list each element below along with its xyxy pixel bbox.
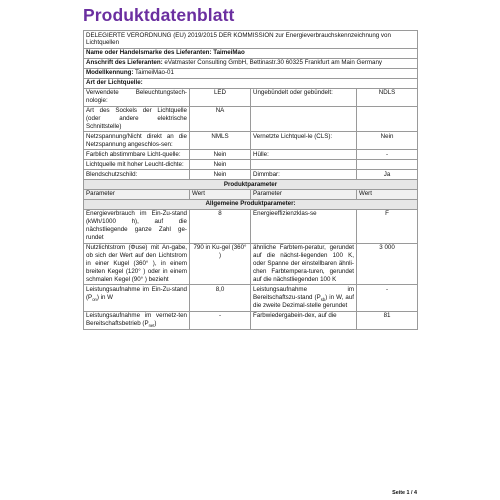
value-header: Wert	[190, 189, 251, 199]
table-row	[84, 132, 418, 150]
type-label: Art des Sockels der Lichtquelle (oder andere elektrische Schnittstelle)	[84, 106, 190, 132]
param-label-text: Leistungsaufnahme im Bereitschaftszu-stand (P	[253, 285, 354, 301]
type-value	[357, 106, 418, 132]
table-row	[84, 243, 418, 285]
param-value: 790 in Ku-gel (360° )	[190, 243, 251, 285]
param-value: 8	[190, 209, 251, 243]
param-label	[84, 311, 190, 330]
param-label-subscript: net	[148, 323, 155, 329]
type-label: Ungebündelt oder gebündelt:	[251, 88, 357, 106]
address-cell	[84, 58, 418, 68]
param-label: Farbwiedergabein-dex, auf die	[251, 311, 357, 330]
param-header-row	[84, 189, 418, 199]
regulation-text: DELEGIERTE VERORDNUNG (EU) 2019/2015 DER KOMMISSION zur Energieverbrauchskennzeichnung von Lichtquellen	[84, 31, 418, 49]
table-row	[84, 285, 418, 311]
type-value: -	[357, 150, 418, 160]
type-value: NDLS	[357, 88, 418, 106]
trademark-label: Name oder Handelsmarke des Lieferanten:	[86, 49, 212, 57]
type-label: Farblich abstimmbare Licht-quelle:	[84, 150, 190, 160]
param-label-text: Leistungsaufnahme im Ein-Zu-stand (P	[86, 285, 187, 301]
param-value: 3 000	[357, 243, 418, 285]
trademark-cell	[84, 48, 418, 58]
type-value: Nein	[190, 150, 251, 160]
type-value: NMLS	[190, 132, 251, 150]
datasheet-table	[83, 30, 418, 330]
model-value: TaimeiMao-01	[135, 69, 174, 77]
light-source-type-row	[84, 78, 418, 88]
table-row	[84, 106, 418, 132]
param-label: Nutzlichtstrom (Φuse) mit An-gabe, ob sich der Wert auf den Lichtstrom in einer Kugel (360° ), in einem breiten Kegel (120° ) oder in einem schmalen Kegel (90° ) bezieht	[84, 243, 190, 285]
type-label: Vernetzte Lichtquel-le (CLS):	[251, 132, 357, 150]
type-value: Nein	[357, 132, 418, 150]
type-label: Verwendete Beleuchtungstech-nologie:	[84, 88, 190, 106]
param-value: 81	[357, 311, 418, 330]
type-label	[251, 160, 357, 170]
table-row	[84, 88, 418, 106]
model-cell	[84, 68, 418, 78]
trademark-row	[84, 48, 418, 58]
address-label: Anschrift des Lieferanten:	[86, 59, 163, 67]
param-label	[251, 285, 357, 311]
type-label	[251, 106, 357, 132]
type-label: Hülle:	[251, 150, 357, 160]
type-label: Lichtquelle mit hoher Leucht-dichte:	[84, 160, 190, 170]
type-value: Nein	[190, 170, 251, 180]
address-row	[84, 58, 418, 68]
param-value: -	[190, 311, 251, 330]
param-label-subscript: sb	[320, 296, 326, 302]
table-row	[84, 311, 418, 330]
product-params-title: Produktparameter	[84, 180, 418, 190]
table-row	[84, 209, 418, 243]
param-label-text: )	[154, 320, 157, 328]
page-number: Seite 1 / 4	[392, 490, 417, 497]
type-label: Blendschutzschild:	[84, 170, 190, 180]
type-value: Nein	[190, 160, 251, 170]
param-label: ähnliche Farbtem-peratur, gerundet auf die nächst-liegenden 100 K, oder Spanne der einstellbaren ähnli-chen Farbtempera-turen, gerundet auf die nächstliegenden 100 K	[251, 243, 357, 285]
regulation-row	[84, 31, 418, 49]
param-value: 8,0	[190, 285, 251, 311]
param-label-text: Leistungsaufnahme im vernetz-ten Bereitschaftsbetrieb (P	[86, 312, 187, 328]
type-value: LED	[190, 88, 251, 106]
param-label: Energieverbrauch im Ein-Zu-stand (kWh/1000 h), auf die nächstliegende ganze Zahl ge-rundet	[84, 209, 190, 243]
param-label	[84, 285, 190, 311]
param-label-subscript: on	[92, 296, 97, 302]
param-header: Parameter	[84, 189, 190, 199]
general-params-title: Allgemeine Produktparameter:	[84, 199, 418, 209]
param-label: Energieeffizienzklas-se	[251, 209, 357, 243]
model-row	[84, 68, 418, 78]
page-title: Produktdatenblatt	[83, 5, 235, 25]
type-value: NA	[190, 106, 251, 132]
trademark-value: TaimeiMao	[213, 49, 245, 57]
table-row	[84, 160, 418, 170]
param-value: -	[357, 285, 418, 311]
param-header: Parameter	[251, 189, 357, 199]
product-params-band	[84, 180, 418, 190]
model-label: Modellkennung:	[86, 69, 134, 77]
light-source-type-label: Art der Lichtquelle:	[84, 78, 418, 88]
type-label: Netzspannung/Nicht direkt an die Netzspannung angeschlos-sen:	[84, 132, 190, 150]
table-row	[84, 150, 418, 160]
type-value	[357, 160, 418, 170]
param-value: F	[357, 209, 418, 243]
address-value: eVatmaster Consulting GmbH, Bettinastr.30 60325 Frankfurt am Main Germany	[164, 59, 382, 67]
type-value: Ja	[357, 170, 418, 180]
general-params-band	[84, 199, 418, 209]
table-row	[84, 170, 418, 180]
param-label-text: ) in W, auf die zweite Dezimal-stelle gerundet	[253, 293, 354, 310]
param-label-text: ) in W	[96, 293, 114, 301]
type-label: Dimmbar:	[251, 170, 357, 180]
value-header: Wert	[357, 189, 418, 199]
